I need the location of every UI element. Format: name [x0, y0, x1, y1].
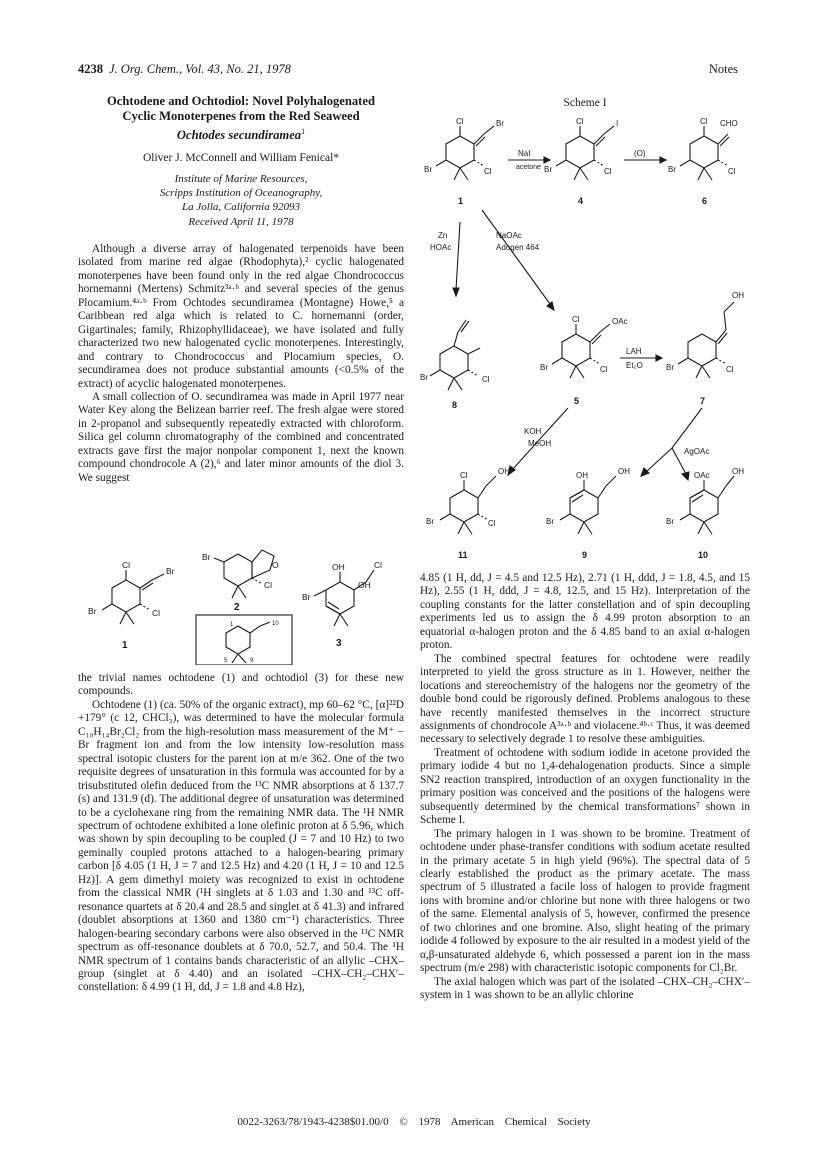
scheme-compound-10: 10 [698, 550, 709, 560]
paragraph: The axial halogen which was part of the isolated –CHX–CH₂–CHX′– system in 1 was shown to be an allylic chlorine [420, 975, 750, 1002]
atom-label: Cl [488, 519, 496, 528]
scheme-compound-11: 11 [458, 550, 468, 560]
left-column-text-upper [78, 243, 404, 485]
atom-label: Br [544, 165, 552, 174]
atom-label: I [616, 119, 619, 128]
paragraph: the trivial names ochtodene (1) and ochtodiol (3) for these new compounds. [78, 672, 404, 698]
left-column-text-lower [78, 672, 404, 995]
atom-label: Cl [572, 315, 580, 324]
atom-label: Br [424, 165, 432, 174]
atom-label: OH [332, 562, 345, 572]
atom-label: CHO [720, 119, 738, 128]
scheme-compound-8: 8 [452, 400, 458, 410]
atom-label: Cl [600, 365, 608, 374]
scheme-compound-6: 6 [702, 196, 708, 206]
reagent-label: LAH [626, 347, 642, 356]
atom-label: Cl [460, 471, 468, 480]
paragraph: Ochtodene (1) (ca. 50% of the organic extract), mp 60–62 °C, [α]²²D +179° (c 12, CHCl₃), was determined to have the molecular formula C₁₀H₁₄Br₂Cl₂ from the high-resolution mass measurement of the M⁺ − Br fragment ion and from the low intensity low-resolution mass spectral isotopic clusters for the parent ion at m/e 362. One of the two requisite degrees of unsaturation in this formula was accounted for by a trisubstituted olefin deduced from the ¹³C NMR absorptions at δ 137.7 (s) and 131.9 (d). The additional degree of unsaturation was determined to be a cyclohexane ring from the remaining NMR data. The ¹H NMR spectrum of ochtodene exhibited a lone olefinic proton at δ 5.96, which was shown by spin decoupling to be coupled (J = 7 and 10 Hz) to two geminally coupled protons attached to a halogen-bearing primary carbon [δ 4.05 (1 H, J = 7 and 12.5 Hz) and 4.20 (1 H, J = 10 and 12.5 Hz)]. A gem dimethyl moiety was recognized to exist in ochtodene from the classical NMR (¹H singlets at δ 1.03 and 1.30 and ¹³C off-resonance quartets at δ 20.4 and 28.5 and singlet at δ 41.3) and infrared (doublet absorptions at 1360 and 1380 cm⁻¹) characteristics. Three halogen-bearing secondary carbons were also observed in the ¹³C NMR spectrum as off-resonance doublets at δ 70.0, 52.7, and 50.4. The ¹H NMR spectrum of 1 contains bands characteristic of an allylic –CHX– group (singlet at δ 4.40) and an isolated –CHX–CH₂–CHX′– constellation: δ 4.99 (1 H, dd, J = 1.8 and 4.8 Hz), [78, 698, 404, 994]
atom-label: OH [576, 471, 588, 480]
section-label: Notes [708, 62, 738, 76]
scheme-compound-9: 9 [582, 550, 588, 560]
atom-number: 1 [230, 622, 234, 628]
page-footer [78, 1116, 750, 1128]
reagent-label: Et₂O [626, 361, 643, 370]
atom-label: OAc [612, 317, 628, 326]
scheme-diagram [420, 112, 750, 570]
paragraph: 4.85 (1 H, dd, J = 4.5 and 12.5 Hz), 2.71 (1 H, ddd, J = 1.8, 4.5, and 15 Hz), 2.55 (1 H, ddd, J = 4.8, 12.5, and 15 Hz). Interpretation of the coupling constants for the latter constellation and of spin decoupling experiments led us to assign the δ 4.99 proton absorption to an equatorial α-halogen proton and the δ 4.85 band to an axial α-halogen proton. [420, 572, 750, 652]
scheme-compound-4: 4 [578, 196, 584, 206]
reagent-label: (O) [634, 149, 646, 158]
atom-label: OAc [694, 471, 710, 480]
atom-label: OH [498, 467, 510, 476]
atom-label: Cl [726, 365, 734, 374]
atom-label: Br [88, 606, 97, 616]
running-header [78, 62, 291, 77]
affiliation: Institute of Marine Resources, Scripps Institution of Oceanography, La Jolla, California 92093 [159, 173, 323, 213]
atom-label: Cl [728, 167, 736, 176]
scheme-compound-5: 5 [574, 396, 580, 406]
atom-label: Cl [374, 560, 383, 570]
atom-label: O [272, 560, 279, 570]
reagent-label: acetone [516, 164, 541, 171]
compound-number-3: 3 [336, 638, 342, 649]
copyright: © 1978 American Chemical Society [399, 1116, 591, 1128]
right-column-text [420, 572, 750, 1003]
article-title: Ochtodene and Ochtodiol: Novel Polyhalogenated Cyclic Monoterpenes from the Red Seaweed Ochtodes secundiramea$^1$ [107, 94, 375, 143]
reagent-label: Adogen 464 [496, 243, 540, 252]
atom-label: Br [546, 517, 554, 526]
reagent-label: KOH [524, 427, 542, 436]
atom-label: OH [732, 291, 744, 300]
reagent-label: NaI [518, 149, 531, 158]
atom-label: Cl [456, 117, 464, 126]
received-date: Received April 11, 1978 [188, 216, 294, 228]
compound-number-1: 1 [122, 640, 128, 651]
reagent-label: NaOAc [496, 231, 522, 240]
compounds-figure [78, 530, 404, 665]
atom-label: Br [668, 165, 676, 174]
scheme-compound-1: 1 [458, 196, 464, 206]
scheme-title: Scheme I [563, 97, 607, 109]
atom-label: Br [166, 566, 175, 576]
reagent-label: MeOH [528, 439, 552, 448]
atom-label: Cl [482, 375, 490, 384]
article-code: 0022-3263/78/1943-4238$01.00/0 [237, 1116, 389, 1128]
atom-number: 5 [224, 658, 228, 664]
atom-label: Cl [152, 608, 161, 618]
paragraph: Treatment of ochtodene with sodium iodide in acetone provided the primary iodide 4 but no 1,4-dehalogenation products. Since a simple SN2 reaction transpired, introduction of an oxygen functionality in the primary position was conceived and the positions of the halogens were subsequently determined by the chemical transformations⁷ shown in Scheme I. [420, 746, 750, 827]
reagent-label: Zn [438, 231, 448, 240]
paragraph: Although a diverse array of halogenated terpenoids have been isolated from marine red algae (Rhodophyta),² cyclic halogenated monoterpenes have been found only in the red algae Chondrococcus hornemanni (Mertens) Schmitz³ᵃ·ᵇ and several species of the genus Plocamium.⁴ᵃ·ᵇ From Ochtodes secundiramea (Montagne) Howe,⁵ a Caribbean red alga which is related to C. hornemanni (order, Gigartinales; family, Rhizophyllidaceae), we have isolated and fully characterized two new halogenated cyclic monoterpenes. Interestingly, and contrary to Chondrococcus and Plocamium species, O. secundiramea does not produce substantial amounts (<0.5% of the extract) of acyclic halogenated monoterpenes. [78, 243, 404, 390]
page-number: 4238 [78, 62, 103, 76]
atom-label: Br [496, 119, 504, 128]
atom-label: Br [426, 517, 434, 526]
paragraph: The combined spectral features for ochtodene were readily interpreted to yield the gross structure as in 1. However, neither the locations and stereochemistry of the halogens nor the geometry of the double bond could be rigorously defined. Problems analogous to these have recently manifested themselves in the incorrect structure assignments of chondrocole A³ᵃ·ᵇ and violacene.⁴ᵇ·ᶜ Thus, it was deemed necessary to selectively degrade 1 to resolve these ambiguities. [420, 652, 750, 746]
atom-label: Br [666, 517, 674, 526]
author-list: Oliver J. McConnell and William Fenical* [142, 152, 340, 164]
scheme-compound-7: 7 [700, 396, 706, 406]
compound-number-2: 2 [234, 602, 240, 613]
atom-label: Cl [264, 580, 273, 590]
atom-number: 9 [250, 658, 254, 664]
paragraph: A small collection of O. secundiramea was made in April 1977 near Water Key along the Belizean barrier reef. The fresh algae were stored in 2-propanol and subsequently repeatedly extracted with chloroform. Silica gel column chromatography of the combined and concentrated extracts gave first the major nonpolar component 1, next the known compound chondrocole A (2),⁶ and later minor amounts of the diol 3. We suggest [78, 390, 404, 484]
atom-label: Br [540, 363, 548, 372]
atom-label: Cl [576, 117, 584, 126]
atom-label: Br [202, 552, 211, 562]
atom-label: Br [666, 363, 674, 372]
atom-label: Cl [122, 560, 131, 570]
atom-number: 10 [272, 621, 279, 627]
reagent-label: HOAc [430, 243, 452, 252]
atom-label: OH [618, 467, 630, 476]
atom-label: Cl [604, 167, 612, 176]
atom-label: OH [358, 580, 371, 590]
atom-label: OH [732, 467, 744, 476]
atom-label: Cl [484, 167, 492, 176]
journal-citation: J. Org. Chem., Vol. 43, No. 21, 1978 [109, 62, 291, 76]
atom-label: Cl [700, 117, 708, 126]
paragraph: The primary halogen in 1 was shown to be bromine. Treatment of ochtodene under phase-transfer conditions with sodium acetate resulted in the primary acetate 5 in high yield (96%). The spectral data of 5 clearly established the product as the primary acetate. The mass spectrum of 5 illustrated a facile loss of halogen to provide fragment ions with bromine and/or chlorine but none with three halogens or two of the same. Elemental analysis of 5, however, confirmed the presence of two chlorines and one bromine. Also, slight heating of the primary iodide 4 followed by exposure to the air resulted in a modest yield of the α,β-unsaturated aldehyde 6, which possessed a parent ion in the mass spectrum (m/e 298) with characteristic isotopic components for Cl₂Br. [420, 827, 750, 975]
atom-label: Br [420, 373, 428, 382]
atom-label: Br [302, 592, 311, 602]
reagent-label: AgOAc [684, 447, 710, 456]
